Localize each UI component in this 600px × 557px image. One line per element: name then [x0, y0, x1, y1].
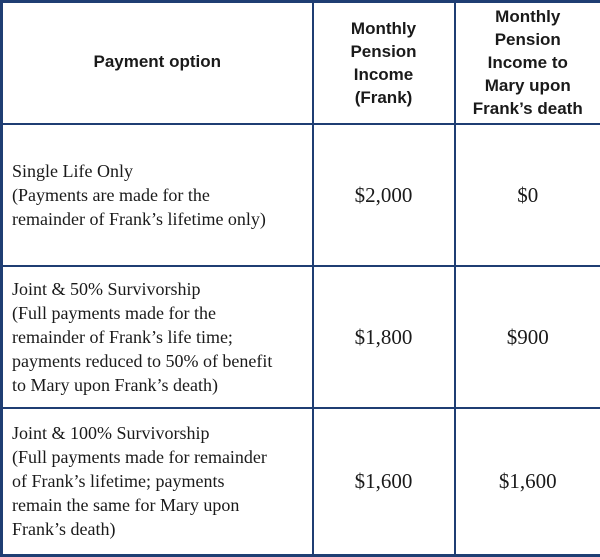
frank-income-cell: $2,000	[313, 124, 455, 266]
table-header-row	[2, 2, 600, 124]
option-line: Single Life Only	[12, 159, 304, 183]
mary-income-cell: $900	[455, 266, 600, 408]
mary-income-cell: $0	[455, 124, 600, 266]
frank-income-cell: $1,600	[313, 408, 455, 556]
table-row	[2, 408, 600, 556]
header-line: (Frank)	[318, 86, 450, 109]
header-line: Income to	[460, 51, 597, 74]
table-row	[2, 124, 600, 266]
option-line: Frank’s death)	[12, 517, 304, 541]
mary-income-cell: $1,600	[455, 408, 600, 556]
header-line: Pension	[318, 40, 450, 63]
header-line: Monthly	[318, 17, 450, 40]
header-line: Mary upon	[460, 74, 597, 97]
payment-option-cell	[2, 408, 313, 556]
payment-option-cell	[2, 266, 313, 408]
header-payment-option: Payment option	[2, 2, 313, 124]
table-row	[2, 266, 600, 408]
header-frank-income	[313, 2, 455, 124]
option-line: (Payments are made for the	[12, 183, 304, 207]
header-line: Income	[318, 63, 450, 86]
option-line: remainder of Frank’s life time;	[12, 325, 304, 349]
option-line: (Full payments made for the	[12, 301, 304, 325]
option-line: remainder of Frank’s lifetime only)	[12, 207, 304, 231]
frank-income-cell: $1,800	[313, 266, 455, 408]
option-line: payments reduced to 50% of benefit	[12, 349, 304, 373]
option-line: Joint & 50% Survivorship	[12, 277, 304, 301]
header-line: Monthly	[460, 5, 597, 28]
header-line: Pension	[460, 28, 597, 51]
option-line: to Mary upon Frank’s death)	[12, 373, 304, 397]
header-mary-income	[455, 2, 600, 124]
option-line: (Full payments made for remainder	[12, 445, 304, 469]
option-line: remain the same for Mary upon	[12, 493, 304, 517]
option-line: Joint & 100% Survivorship	[12, 421, 304, 445]
payment-option-cell	[2, 124, 313, 266]
header-line: Frank’s death	[460, 97, 597, 120]
option-line: of Frank’s lifetime; payments	[12, 469, 304, 493]
